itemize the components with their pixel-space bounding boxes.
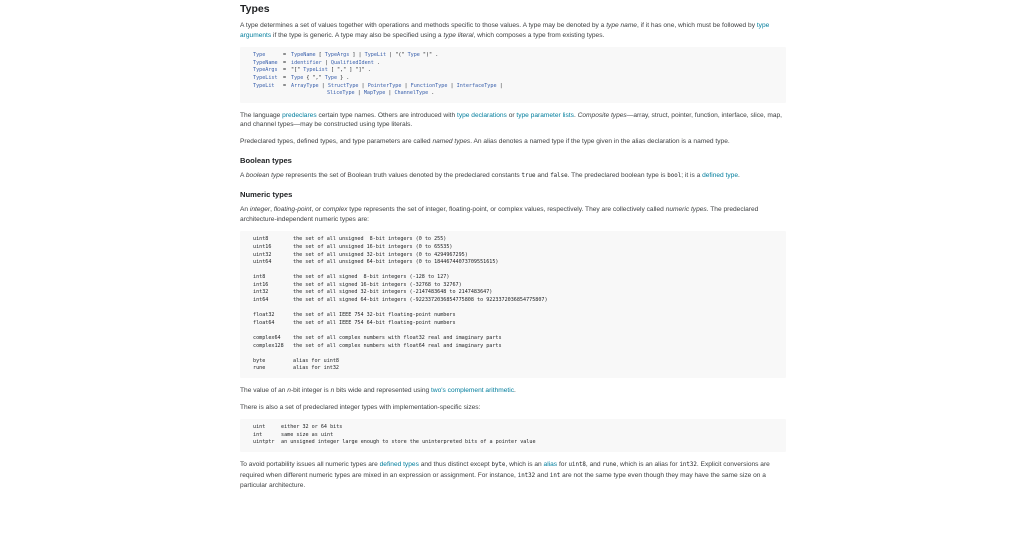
numeric-type-name: uint8	[253, 236, 269, 243]
grammar-token: { ","	[303, 74, 325, 81]
predeclared-paragraph	[240, 111, 786, 130]
code-spacer	[253, 305, 774, 313]
grammar-token: "["	[291, 67, 304, 74]
numeric-type-name: uint64	[253, 259, 272, 266]
code-byte: byte	[491, 461, 506, 468]
numeric-type-row	[253, 252, 774, 260]
portability-paragraph	[240, 460, 786, 491]
text: The language	[240, 111, 283, 119]
text: —array, struct, pointer, function, interface, slice, map, and channel types—may be constructed using type literals.	[240, 111, 782, 129]
numeric-type-name: rune	[253, 365, 266, 372]
numeric-type-desc: the set of all signed 16-bit integers (-32768 to 32767)	[293, 281, 462, 288]
code-spacer	[253, 350, 774, 358]
numeric-type-desc: the set of all unsigned 16-bit integers (0 to 65535)	[293, 243, 453, 250]
grammar-token: TypeArgs	[324, 52, 350, 59]
text: Predeclared types, defined types, and type parameters are called	[240, 137, 433, 145]
impl-type-desc: either 32 or 64 bits	[281, 424, 343, 431]
text: bits wide and represented using	[334, 387, 432, 394]
code-true: true	[521, 172, 536, 179]
numeric-type-row	[253, 343, 774, 351]
text: , and	[585, 460, 603, 468]
numeric-type-name: float32	[253, 312, 275, 319]
named-types-paragraph	[240, 137, 786, 147]
numeric-type-name: int64	[253, 297, 269, 304]
text: An	[240, 206, 250, 214]
numeric-type-name: uint32	[253, 251, 272, 258]
code-spacer	[253, 327, 774, 335]
text: represents the set of Boolean truth values denoted by the predeclared constants	[283, 171, 522, 179]
grammar-token: FunctionType	[410, 82, 448, 89]
text: , which is an	[505, 460, 544, 468]
emphasis-type-literal: type literal	[443, 31, 474, 39]
grammar-rhs	[291, 67, 774, 75]
numeric-type-name: int32	[253, 289, 269, 296]
grammar-token: |	[447, 82, 457, 89]
grammar-eq: =	[283, 82, 287, 89]
emphasis-floating-point: floating-point	[273, 206, 312, 214]
numeric-type-row	[253, 259, 774, 267]
impl-type-row	[253, 432, 774, 440]
grammar-token: ChannelType	[394, 90, 429, 97]
grammar-token: identifier	[291, 59, 322, 66]
types-intro-paragraph	[240, 21, 786, 40]
code-int32: int32	[679, 461, 697, 468]
text: or	[506, 111, 517, 119]
emphasis-named-types: named types	[432, 137, 471, 145]
numeric-type-row	[253, 312, 774, 320]
numeric-type-name: float64	[253, 319, 275, 326]
grammar-eq: =	[283, 59, 287, 66]
emphasis-n: n	[330, 387, 335, 394]
text: and thus distinct except	[418, 460, 492, 468]
text: type represents the set of integer, floating-point, or complex values, respectively. They are collectively called	[347, 206, 666, 214]
grammar-lhs: TypeList	[253, 74, 278, 81]
numeric-type-name: int8	[253, 274, 266, 281]
text: A type determines a set of values together with operations and methods specific to those values. A type may be denoted by a	[240, 22, 607, 29]
numeric-type-row	[253, 335, 774, 343]
emphasis-composite-types: Composite types	[577, 111, 627, 119]
numeric-types-code-block	[240, 231, 786, 378]
text: certain type names. Others are introduced with	[316, 111, 457, 119]
grammar-row	[253, 90, 774, 98]
numeric-type-row	[253, 320, 774, 328]
grammar-row	[253, 67, 774, 75]
code-spacer	[253, 267, 774, 275]
numeric-type-row	[253, 297, 774, 305]
grammar-lhs: TypeArgs	[253, 67, 278, 74]
grammar-token: ArrayType	[291, 82, 319, 89]
text: and	[535, 471, 550, 479]
grammar-token: |	[354, 90, 364, 97]
grammar-token: |	[318, 82, 328, 89]
text: , if it has one, which must be followed by	[636, 22, 757, 29]
grammar-token: SliceType	[327, 90, 355, 97]
text: A	[240, 171, 246, 179]
numeric-type-desc: the set of all complex numbers with float64 real and imaginary parts	[293, 342, 502, 349]
impl-type-name: uintptr	[253, 439, 275, 446]
grammar-token: Type	[324, 74, 338, 81]
grammar-token: } .	[337, 74, 350, 81]
grammar-token: [ "," ] "]" .	[327, 67, 371, 74]
text: . Explicit conversions are required when different numeric types are mixed in an expression or assignment. For instance,	[240, 460, 770, 479]
impl-type-row	[253, 439, 774, 447]
grammar-token: QualifiedIdent	[330, 59, 374, 66]
numeric-paragraph	[240, 205, 786, 224]
grammar-token: .	[373, 59, 380, 66]
grammar-row	[253, 75, 774, 83]
text: . An alias denotes a named type if the type given in the alias declaration is a named type.	[470, 137, 730, 145]
numeric-type-desc: alias for uint8	[293, 357, 340, 364]
text: .	[573, 111, 578, 119]
heading-numeric-types: Numeric types	[240, 190, 293, 200]
numeric-type-name: int16	[253, 281, 269, 288]
text: -bit integer is	[290, 387, 331, 394]
text: are not the same type even though they may have the same size on a particular architecture.	[240, 471, 766, 490]
impl-type-desc: same size as uint	[281, 431, 334, 438]
grammar-token: Type	[407, 52, 420, 59]
emphasis-complex: complex	[322, 206, 348, 214]
text: . The predeclared architecture-independent numeric types are:	[240, 206, 759, 223]
numeric-type-desc: the set of all IEEE 754 64-bit floating-point numbers	[293, 319, 456, 326]
grammar-token: |	[496, 82, 503, 89]
code-rune: rune	[602, 461, 617, 468]
text: To avoid portability issues all numeric types are	[240, 460, 380, 468]
code-false: false	[550, 172, 568, 179]
grammar-token: Type	[291, 74, 304, 81]
numeric-type-row	[253, 282, 774, 290]
numeric-type-desc: alias for int32	[293, 365, 340, 372]
emphasis-n: n	[287, 387, 291, 394]
numeric-type-name: uint16	[253, 243, 272, 250]
numeric-type-desc: the set of all unsigned 64-bit integers (0 to 18446744073709551615)	[293, 259, 499, 266]
grammar-eq	[283, 90, 291, 98]
grammar-lhs: TypeLit	[253, 82, 275, 89]
impl-type-desc: an unsigned integer large enough to store the uninterpreted bits of a pointer value	[281, 439, 536, 446]
grammar-token: |	[385, 90, 395, 97]
impl-specific-paragraph: There is also a set of predeclared integer types with implementation-specific sizes:	[240, 403, 481, 411]
grammar-rhs	[291, 90, 774, 98]
text: , or	[311, 206, 323, 214]
numeric-type-desc: the set of all signed 32-bit integers (-2147483648 to 2147483647)	[293, 289, 493, 296]
grammar-eq: =	[283, 67, 287, 74]
grammar-lhs: TypeName	[253, 59, 278, 66]
nbit-paragraph	[240, 386, 786, 396]
code-int: int	[549, 472, 561, 479]
grammar-token: |	[321, 59, 331, 66]
numeric-type-name: byte	[253, 357, 266, 364]
link-defined-type[interactable]: defined type	[702, 171, 739, 179]
grammar-row	[253, 83, 774, 91]
grammar-eq: =	[283, 52, 287, 59]
text: if the type is generic. A type may also be specified using a	[271, 31, 444, 39]
code-int32: int32	[517, 472, 536, 479]
grammar-token: TypeList	[303, 67, 328, 74]
numeric-type-row	[253, 358, 774, 366]
spec-content	[240, 0, 786, 498]
numeric-type-row	[253, 365, 774, 373]
numeric-type-row	[253, 289, 774, 297]
link-predeclares[interactable]: predeclares	[282, 111, 317, 119]
grammar-token: .	[428, 90, 435, 97]
numeric-type-desc: the set of all unsigned 8-bit integers (0 to 255)	[293, 236, 447, 243]
type-grammar-block	[240, 47, 786, 103]
grammar-row	[253, 60, 774, 68]
numeric-type-desc: the set of all IEEE 754 32-bit floating-point numbers	[293, 312, 456, 319]
link-type-parameter-lists[interactable]: type parameter lists	[516, 111, 574, 119]
boolean-paragraph	[240, 171, 786, 182]
grammar-token: |	[401, 82, 411, 89]
grammar-token: [	[315, 52, 325, 59]
section-title-types: Types	[240, 3, 270, 15]
numeric-type-row	[253, 236, 774, 244]
impl-type-name: int	[253, 431, 263, 438]
grammar-token: | "("	[386, 52, 408, 59]
text: , which is an alias for	[616, 460, 680, 468]
grammar-token: MapType	[363, 90, 386, 97]
numeric-type-desc: the set of all signed 64-bit integers (-9223372036854775808 to 9223372036854775807)	[293, 297, 548, 304]
grammar-token: TypeName	[291, 52, 316, 59]
text: ; it is a	[681, 171, 703, 179]
emphasis-type-name: type name	[606, 22, 637, 29]
grammar-token: PointerType	[367, 82, 402, 89]
text: , which composes a type from existing types.	[473, 31, 605, 39]
grammar-token: InterfaceType	[456, 82, 497, 89]
grammar-token: StructType	[327, 82, 359, 89]
grammar-token: |	[358, 82, 368, 89]
impl-type-row	[253, 424, 774, 432]
link-twos-complement[interactable]: two's complement arithmetic	[431, 387, 514, 394]
code-uint8: uint8	[568, 461, 586, 468]
link-type-arguments[interactable]: type arguments	[240, 22, 770, 39]
heading-boolean-types: Boolean types	[240, 155, 292, 165]
text: The value of an	[240, 387, 288, 394]
link-alias[interactable]: alias	[543, 460, 558, 468]
grammar-eq: =	[283, 74, 287, 81]
link-type-declarations[interactable]: type declarations	[457, 111, 507, 119]
impl-type-name: uint	[253, 424, 266, 431]
text: for	[557, 460, 569, 468]
emphasis-integer: integer	[249, 206, 271, 214]
numeric-type-desc: the set of all unsigned 32-bit integers (0 to 4294967295)	[293, 251, 468, 258]
emphasis-boolean-type: boolean type	[245, 171, 284, 179]
text: .	[738, 171, 740, 179]
grammar-rhs	[291, 83, 774, 91]
grammar-rhs	[291, 75, 774, 83]
code-bool: bool	[667, 172, 682, 179]
grammar-rhs	[291, 60, 774, 68]
numeric-type-desc: the set of all signed 8-bit integers (-128 to 127)	[293, 274, 450, 281]
grammar-token: ")" .	[419, 52, 439, 59]
emphasis-numeric-types: numeric types	[665, 206, 707, 214]
numeric-type-name: complex128	[253, 342, 284, 349]
grammar-token: TypeLit	[364, 52, 387, 59]
link-defined-types[interactable]: defined types	[379, 460, 419, 468]
grammar-lhs	[253, 90, 283, 98]
grammar-rhs	[291, 52, 774, 60]
text: and	[535, 171, 551, 179]
impl-types-code-block	[240, 419, 786, 452]
numeric-type-row	[253, 274, 774, 282]
numeric-type-desc: the set of all complex numbers with float32 real and imaginary parts	[293, 335, 502, 342]
numeric-type-row	[253, 244, 774, 252]
grammar-lhs: Type	[253, 52, 266, 59]
text: .	[514, 387, 516, 394]
numeric-type-name: complex64	[253, 335, 281, 342]
grammar-token: ] |	[349, 52, 365, 59]
text: . The predeclared boolean type is	[567, 171, 668, 179]
text: ,	[270, 206, 274, 214]
grammar-row	[253, 52, 774, 60]
